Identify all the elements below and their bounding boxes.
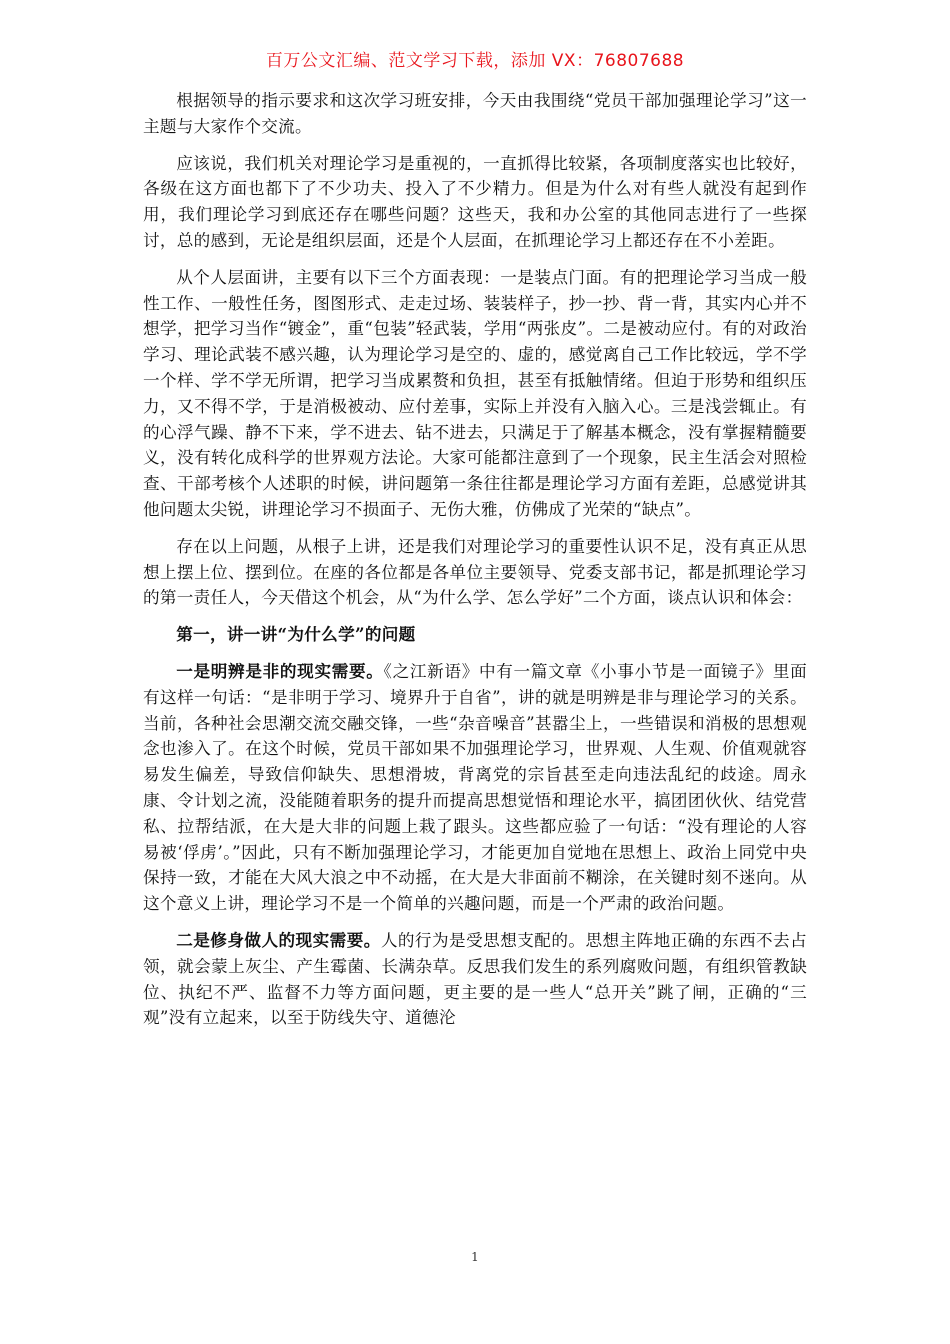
paragraph-root-cause: 存在以上问题，从根子上讲，还是我们对理论学习的重要性认识不足，没有真正从思想上摆上位、摆到位。在座的各位都是各单位主要领导、党委支部书记，都是抓理论学习的第一责任人，今天借这个机会，从“为什么学、怎么学好”二个方面，谈点认识和体会： [143,536,807,608]
paragraph-point-one [143,659,807,917]
section-heading: 第一，讲一讲“为什么学”的问题 [176,624,416,645]
point-two-body: 人的行为是受思想支配的。思想主阵地正确的东西不去占领，就会蒙上灰尘、产生霉菌、长满杂草。反思我们发生的系列腐败问题，有组织管教缺位、执纪不严、监督不力等方面问题，更主要的是一些人“总开关”跳了闸，正确的“三观”没有立起来，以至于防线失守、道德沦 [143,930,807,1028]
page-number: 1 [471,1250,479,1264]
point-one-body: 《之江新语》中有一篇文章《小事小节是一面镜子》里面有这样一句话：“是非明于学习、境界升于自省”，讲的就是明辨是非与理论学习的关系。当前，各种社会思潮交流交融交锋，一些“杂音噪音”甚嚣尘上，一些错误和消极的思想观念也渗入了。在这个时候，党员干部如果不加强理论学习，世界观、人生观、价值观就容易发生偏差，导致信仰缺失、思想滑坡，背离党的宗旨甚至走向违法乱纪的歧途。周永康、令计划之流，没能随着职务的提升而提高思想觉悟和理论水平，搞团团伙伙、结党营私、拉帮结派，在大是大非的问题上栽了跟头。这些都应验了一句话：“没有理论的人容易被‘俘虏’。”因此，只有不断加强理论学习，才能更加自觉地在思想上、政治上同党中央保持一致，才能在大风大浪之中不动摇，在大是大非面前不糊涂，在关键时刻不迷向。从这个意义上讲，理论学习不是一个简单的兴趣问题，而是一个严肃的政治问题。 [143,661,807,914]
paragraph-context: 应该说，我们机关对理论学习是重视的，一直抓得比较紧，各项制度落实也比较好，各级在这方面也都下了不少功夫、投入了不少精力。但是为什么对有些人就没有起到作用，我们理论学习到底还存在哪些问题？这些天，我和办公室的其他同志进行了一些探讨，总的感到，无论是组织层面，还是个人层面，在抓理论学习上都还存在不小差距。 [143,153,807,250]
paragraph-point-two [143,928,807,1031]
point-one-lead: 一是明辨是非的现实需要。 [176,660,384,681]
paragraph-problems: 从个人层面讲，主要有以下三个方面表现：一是装点门面。有的把理论学习当成一般性工作、一般性任务，图图形式、走走过场、装装样子，抄一抄、背一背，其实内心并不想学，把学习当作“镀金”，重“包装”轻武装，学用“两张皮”。二是被动应付。有的对政治学习、理论武装不感兴趣，认为理论学习是空的、虚的，感觉离自己工作比较远，学不学一个样、学不学无所谓，把学习当成累赘和负担，甚至有抵触情绪。但迫于形势和组织压力，又不得不学，于是消极被动、应付差事，实际上并没有入脑入心。三是浅尝辄止。有的心浮气躁、静不下来，学不进去、钻不进去，只满足于了解基本概念，没有掌握精髓要义，没有转化成科学的世界观方法论。大家可能都注意到了一个现象，民主生活会对照检查、干部考核个人述职的时候，讲问题第一条往往都是理论学习方面有差距，总感觉讲其他问题太尖锐，讲理论学习不损面子、无伤大雅，仿佛成了光荣的“缺点”。 [143,267,807,519]
document-body [143,88,807,1042]
point-two-lead: 二是修身做人的现实需要。 [176,929,381,950]
document-header-banner: 百万公文汇编、范文学习下载，添加 VX：76807688 [265,51,685,71]
paragraph-intro: 根据领导的指示要求和这次学习班安排，今天由我围绕“党员干部加强理论学习”这一主题与大家作个交流。 [143,91,807,136]
